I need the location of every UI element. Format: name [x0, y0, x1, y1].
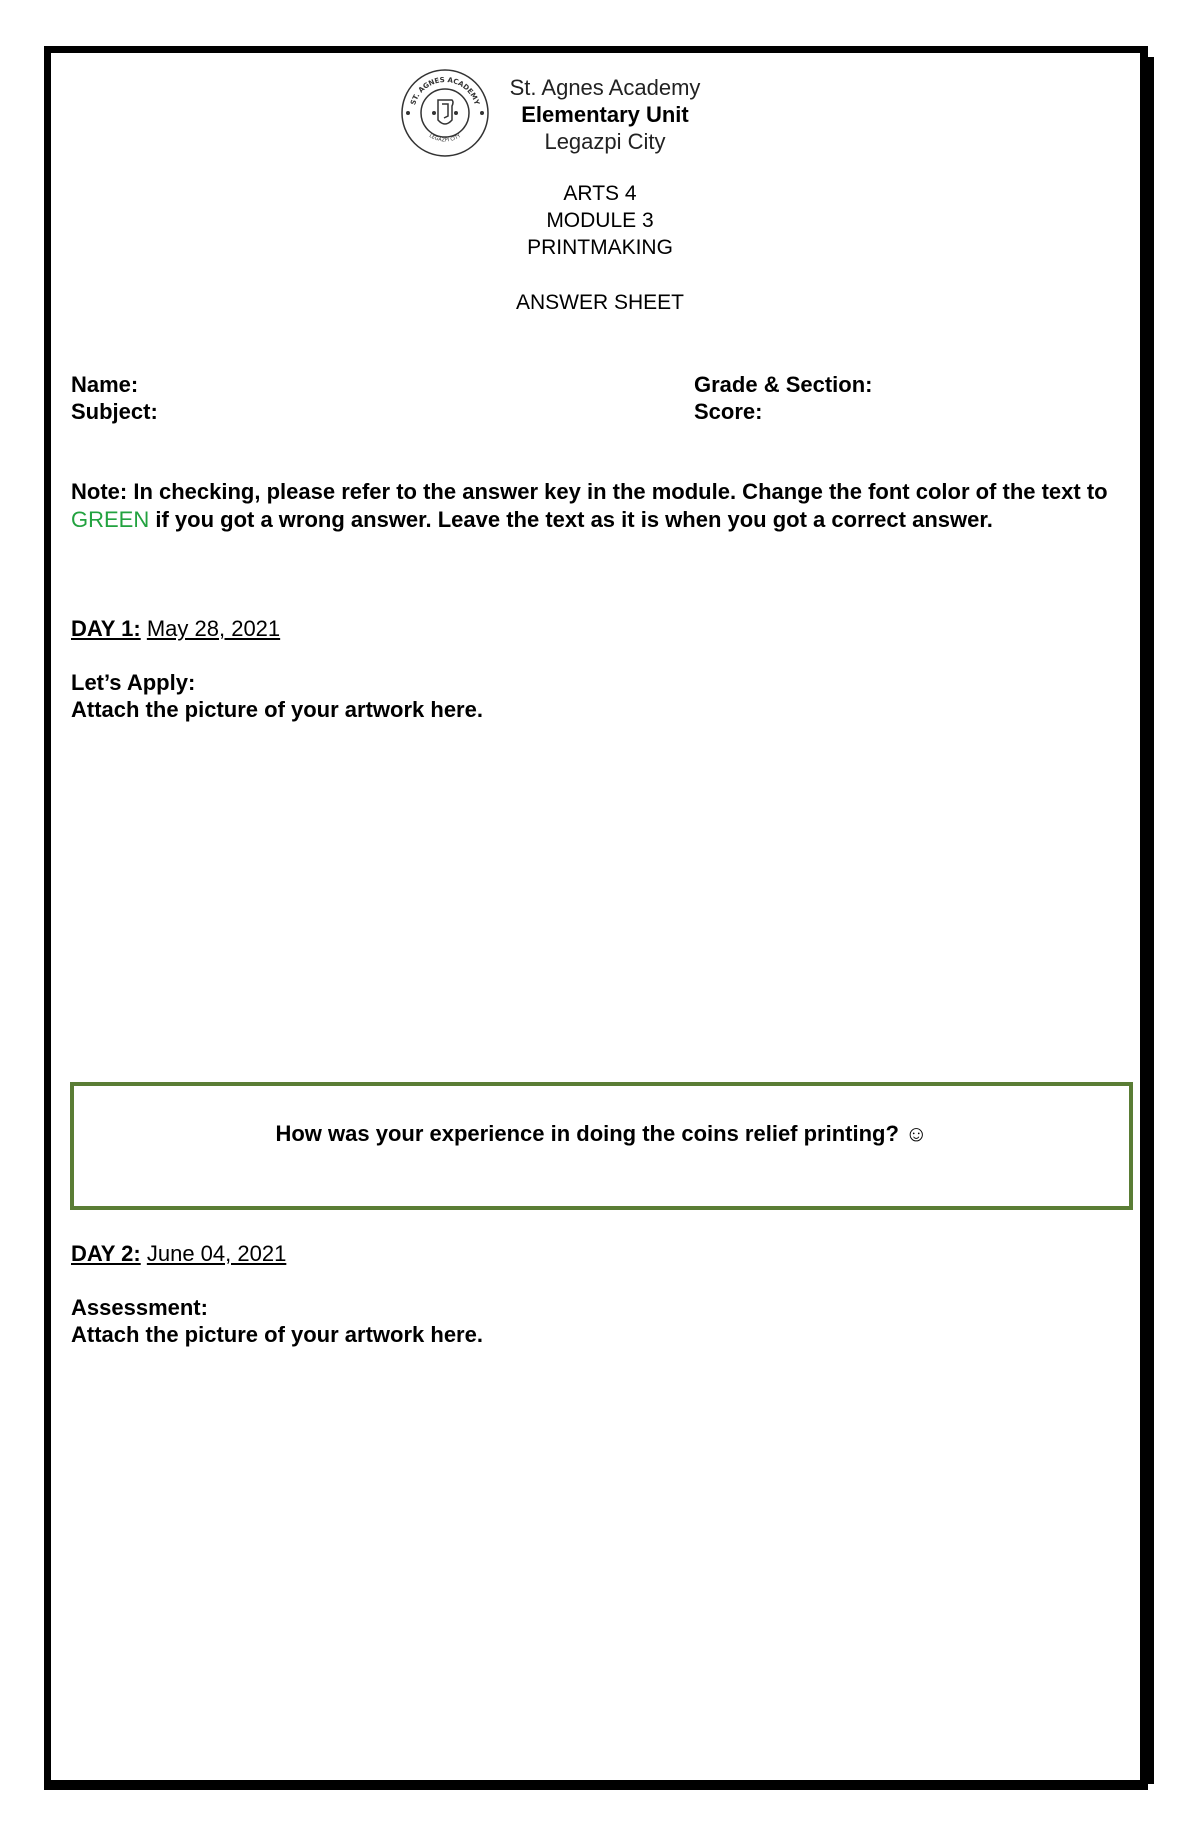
day1-instruction: Attach the picture of your artwork here.: [71, 697, 483, 722]
module-title: [400, 180, 800, 261]
school-name: St. Agnes Academy: [509, 75, 701, 100]
school-header: [500, 74, 710, 155]
note-text-1: Note: In checking, please refer to the answer key in the module. Change the font color of the text to: [71, 479, 1108, 504]
day2-instruction: Attach the picture of your artwork here.: [71, 1322, 483, 1347]
unit-name: Elementary Unit: [521, 102, 689, 127]
module-topic: PRINTMAKING: [527, 236, 673, 259]
note-text-2: if you got a wrong answer. Leave the text as it is when you got a correct answer.: [149, 507, 993, 532]
school-seal-logo: [400, 68, 490, 158]
day1-heading: [71, 616, 280, 642]
day2-section-title: Assessment:: [71, 1295, 208, 1320]
subject-field-label: Subject:: [71, 399, 158, 424]
score-field-label: Score:: [694, 399, 763, 424]
svg-text:ST. AGNES ACADEMY: [409, 76, 481, 107]
city-name: Legazpi City: [544, 129, 666, 154]
day1-date: May 28, 2021: [146, 616, 281, 641]
grade-section-field-label: Grade & Section:: [694, 372, 873, 397]
checking-note: [71, 478, 1131, 534]
day1-section-title: Let’s Apply:: [71, 670, 196, 695]
reflection-question: How was your experience in doing the coins relief printing? ☺: [275, 1121, 928, 1146]
day2-label: DAY 2:: [71, 1241, 141, 1266]
name-field-label: Name:: [71, 372, 139, 397]
answer-sheet-title: ANSWER SHEET: [515, 291, 685, 314]
subject-title: ARTS 4: [563, 182, 637, 205]
logo-text-top: ST. AGNES ACADEMY: [409, 75, 481, 107]
note-green-word: GREEN: [71, 507, 150, 532]
day2-date: June 04, 2021: [146, 1241, 287, 1266]
day1-label: DAY 1:: [71, 616, 141, 641]
module-number: MODULE 3: [546, 209, 654, 232]
day2-heading: [71, 1241, 286, 1267]
logo-text-bottom: LEGAZPI CITY: [427, 133, 463, 144]
